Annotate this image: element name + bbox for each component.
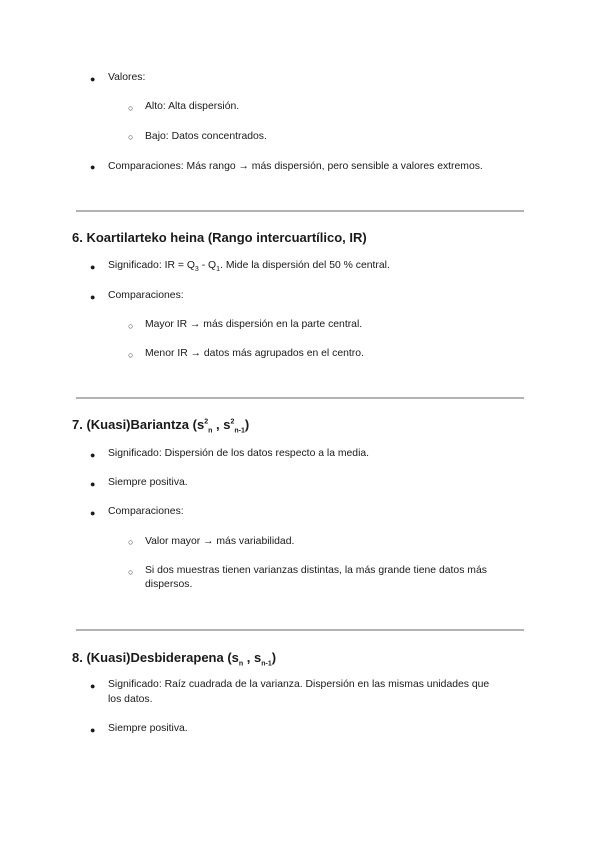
q3-subscript: 3 xyxy=(194,266,199,274)
bullet-icon: ● xyxy=(90,292,96,302)
sub-bullet-icon: ○ xyxy=(128,321,134,331)
bullet-icon: ● xyxy=(90,262,96,272)
list-item-positiva: Siempre positiva. xyxy=(108,477,188,488)
list-item-mayor: Mayor IR → más dispersión en la parte central. xyxy=(145,319,363,330)
bullet-icon: ● xyxy=(90,479,96,489)
bullet-icon: ● xyxy=(90,725,96,735)
significado-post: . Mide la dispersión del 50 % central. xyxy=(220,260,390,271)
title-close: ) xyxy=(271,650,277,665)
list-item-alto: Alto: Alta dispersión. xyxy=(145,101,240,112)
sub-n-1: n-1 xyxy=(261,660,272,668)
bullet-icon: ● xyxy=(90,681,96,691)
list-item-valores: Valores: xyxy=(108,72,146,83)
title-text: 8. (Kuasi)Desbiderapena (s xyxy=(72,650,239,665)
comma: , s xyxy=(212,417,231,432)
divider xyxy=(76,210,524,212)
bullet-icon: ● xyxy=(90,508,96,518)
significado-text: Significado: IR = Q xyxy=(108,260,195,271)
minus-q: - Q xyxy=(198,260,217,271)
sup-2: 2 xyxy=(230,418,235,426)
sub-bullet-icon: ○ xyxy=(128,132,134,142)
sub-bullet-icon: ○ xyxy=(128,567,134,577)
sup-2: 2 xyxy=(204,418,209,426)
q1-subscript: 1 xyxy=(216,266,221,274)
sub-bullet-icon: ○ xyxy=(128,103,134,113)
bullet-icon: ● xyxy=(90,162,96,172)
bullet-icon: ● xyxy=(90,74,96,84)
list-item-valor-mayor: Valor mayor → más variabilidad. xyxy=(145,536,295,547)
list-item-significado: Significado: Dispersión de los datos respecto a la media. xyxy=(108,448,370,459)
comma: , s xyxy=(243,650,262,665)
list-item-si-dos-line2: dispersos. xyxy=(145,579,193,590)
list-item-positiva: Siempre positiva. xyxy=(108,723,188,734)
sub-n: n xyxy=(238,660,244,668)
section-7-title xyxy=(72,417,249,433)
bullet-icon: ● xyxy=(90,450,96,460)
sub-n: n xyxy=(208,427,213,435)
list-item-significado xyxy=(108,259,390,273)
list-item-si-dos-line1: Si dos muestras tienen varianzas distintas, la más grande tiene datos más xyxy=(145,565,487,576)
section-6-title: 6. Koartilarteko heina (Rango intercuartílico, IR) xyxy=(72,230,367,245)
sub-bullet-icon: ○ xyxy=(128,537,134,547)
list-item-comparaciones: Comparaciones: xyxy=(108,290,184,301)
list-item-menor: Menor IR → datos más agrupados en el centro. xyxy=(145,348,364,359)
divider xyxy=(76,397,524,399)
list-item-bajo: Bajo: Datos concentrados. xyxy=(145,131,267,142)
divider xyxy=(76,629,524,631)
list-item-significado-line1: Significado: Raíz cuadrada de la varianza. Dispersión en las mismas unidades que xyxy=(108,679,490,690)
sub-n-1: n-1 xyxy=(234,427,245,435)
section-8-title xyxy=(72,650,276,666)
list-item-comparaciones: Comparaciones: Más rango → más dispersión, pero sensible a valores extremos. xyxy=(108,161,483,172)
title-text: 7. (Kuasi)Bariantza (s xyxy=(72,417,205,432)
list-item-significado-line2: los datos. xyxy=(108,694,153,705)
title-close: ) xyxy=(244,417,250,432)
list-item-comparaciones: Comparaciones: xyxy=(108,506,184,517)
sub-bullet-icon: ○ xyxy=(128,350,134,360)
